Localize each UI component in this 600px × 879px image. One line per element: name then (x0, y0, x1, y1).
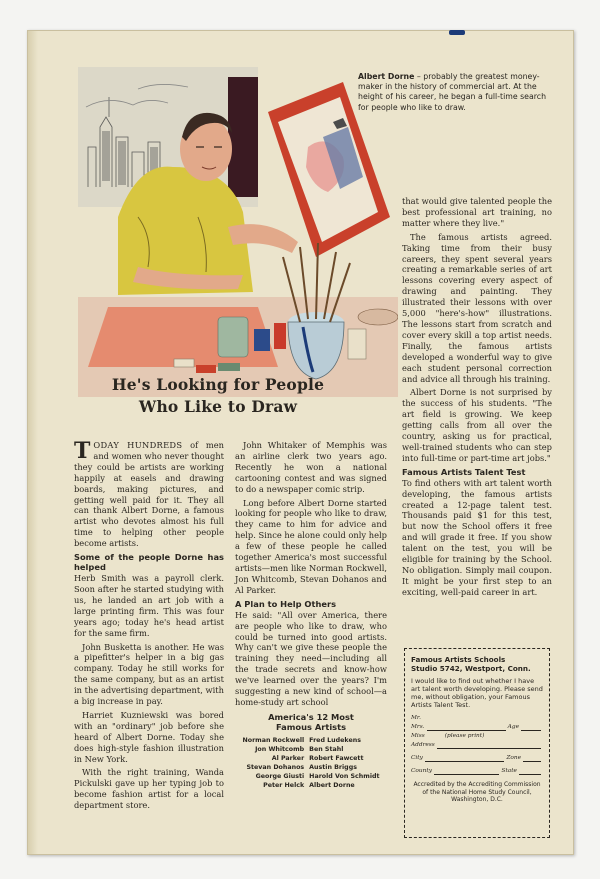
col1-paragraph-2: Herb Smith was a payroll clerk. Soon after he started studying with us, he landed an art job with a large printing firm. This was four years ago; today he's head artist for the same firm. (74, 573, 224, 638)
artist-name: George Giusti (255, 772, 305, 780)
coupon-age-field[interactable] (521, 724, 541, 731)
col1-subhead: Some of the people Dorne has helped (74, 552, 224, 573)
artist-name: Jon Whitcomb (255, 745, 305, 753)
headline-line-1: He's Looking for People (111, 375, 325, 394)
coupon-miss-row (411, 733, 543, 740)
artist-name: Robert Fawcett (309, 754, 364, 762)
coupon-body: I would like to find out whether I have art talent worth developing. Please send me, without obligation, your Famous Artists Talent Test. (411, 677, 543, 709)
artists-title-line-2: Famous Artists (275, 722, 347, 733)
col2-paragraph-2: Long before Albert Dorne started looking for people who like to draw, they came to him for advice and help. Since he alone could only help a few of these people he called together America's most successful artists—men like Norman Rockwell, Jon Whitcomb, Stevan Dohanos and Al Parker. (235, 497, 387, 595)
column-3 (402, 196, 552, 601)
artist-illustration (78, 67, 398, 397)
page-spine (28, 31, 38, 854)
magazine-page (27, 30, 574, 855)
artists-title-line-1: America's 12 Most (268, 711, 354, 722)
artist-name: Norman Rockwell (242, 736, 305, 744)
headline-line-2: Who Like to Draw (138, 397, 298, 416)
coupon-name-field[interactable] (427, 724, 506, 731)
coupon-zone-label: Zone (506, 755, 521, 761)
artist-name: Peter Helck (263, 781, 305, 789)
coupon-accreditation: Accredited by the Accrediting Commission of the National Home Study Council, Washington, D.C. (413, 781, 541, 803)
coupon-state-field[interactable] (519, 768, 541, 775)
col3-subhead: Famous Artists Talent Test (402, 466, 526, 477)
col1-paragraph-4: Harriet Kuzniewski was bored with an "ordinary" job before she heard of Albert Dorne. Today she does high-style fashion illustration in New York. (74, 709, 224, 764)
col1-paragraph-1 (74, 440, 224, 549)
column-1 (74, 440, 224, 814)
artists-title (235, 712, 387, 733)
illustration-caption (358, 72, 548, 113)
coupon-mr-row (411, 715, 543, 722)
col3-paragraph-1: that would give talented people the best professional art training, no matter where they live." (402, 196, 552, 228)
col3-paragraph-2: The famous artists agreed. Taking time from their busy careers, they spent several years creating a remarkable series of art lessons covering every aspect of drawing and painting. They illustrated their lessons with over 5,000 "here's-how" illustrations. The lessons start from scratch and cover every skill a top artist needs. Finally, the famous artists developed a wonderful way to give each student personal correction and advice all through his training. (402, 231, 552, 384)
col1-paragraph-5: With the right training, Wanda Pickulski gave up her typing job to become fashion artist for a local department store. (74, 767, 224, 811)
lead-caps: ODAY HUNDREDS (93, 440, 183, 450)
mail-coupon[interactable] (404, 648, 550, 838)
coupon-miss-label: Miss (411, 733, 425, 739)
col2-paragraph-3: He said: "All over America, there are people who like to draw, who could be turned into good artists. Why can't we give these people the training they need—including all the trade secrets and know-how we've learned over the years? I'm suggesting a new kind of school—a home-study art school (235, 609, 387, 707)
coupon-county-label: County (411, 768, 432, 774)
coupon-address-field[interactable] (437, 742, 541, 749)
coupon-county-row[interactable] (411, 768, 543, 775)
artist-name: Ben Stahl (309, 745, 344, 753)
col2-paragraph-1: John Whitaker of Memphis was an airline clerk two years ago. Recently he won a national cartooning contest and was signed to do a newspaper comic strip. (235, 440, 387, 494)
coupon-state-label: State (501, 768, 517, 774)
col3-paragraph-4: To find others with art talent worth developing, the famous artists created a 12-page talent test. Thousands paid $1 for this test, but now the School offers it free and will grade it free. If you show talent on the test, you will be eligible for training by the School. No obligation. Simply mail coupon. It might be your first step to an exciting, well-paid career in art. (402, 477, 552, 597)
drop-cap: T (74, 438, 91, 464)
artist-name: Stevan Dohanos (246, 763, 305, 771)
coupon-city-row[interactable] (411, 755, 543, 762)
coupon-mrs-row[interactable] (411, 724, 543, 731)
artist-name: Austin Briggs (309, 763, 357, 771)
corner-ink-mark (449, 30, 465, 35)
artist-name: Fred Ludekens (309, 736, 361, 744)
coupon-mrs-label: Mrs. (411, 724, 425, 730)
coupon-city-field[interactable] (425, 755, 504, 762)
caption-text: – probably the greatest money-maker in the history of commercial art. At the height of his career, he began a full-time search for people who like to draw. (358, 72, 547, 112)
coupon-address-row[interactable] (411, 742, 543, 749)
coupon-city-label: City (411, 755, 423, 761)
artist-name: Al Parker (271, 754, 305, 762)
coupon-zone-field[interactable] (523, 755, 541, 762)
caption-name: Albert Dorne (358, 72, 415, 81)
col3-paragraph-3: Albert Dorne is not surprised by the success of his students. "The art field is growing. We keep getting calls from all over the country, asking us for practical, well-trained students who can step into full-time or part-time art jobs." (402, 387, 552, 463)
artists-list (235, 736, 387, 790)
artists-column-left (242, 736, 309, 790)
col1-paragraph-3: John Busketta is another. He was a pipefitter's helper in a big gas company. Today he still works for the same company, but as an artist in the advertising department, with a big increase in pay. (74, 641, 224, 707)
artists-column-right (309, 736, 379, 790)
coupon-age-label: Age (507, 724, 519, 730)
artist-name: Harold Von Schmidt (309, 772, 380, 780)
headline (68, 374, 368, 418)
coupon-address-label: Address (411, 742, 435, 748)
coupon-please-print: (please print) (444, 733, 485, 739)
artist-name: Albert Dorne (309, 781, 355, 789)
column-2 (235, 440, 387, 790)
col1-paragraph-1-text: of men and women who never thought they could be artists are working happily at easels and drawing boards, making pictures, and getting well paid for it. They all can thank Albert Dorne, a famous artist who devotes almost his full time to helping other people become artists. (74, 440, 225, 549)
coupon-title-1: Famous Artists Schools (411, 655, 506, 664)
coupon-title-2: Studio 5742, Westport, Conn. (411, 664, 531, 673)
coupon-county-field[interactable] (434, 768, 499, 775)
col2-subhead: A Plan to Help Others (235, 598, 337, 609)
coupon-mr-label: Mr. (411, 715, 421, 721)
